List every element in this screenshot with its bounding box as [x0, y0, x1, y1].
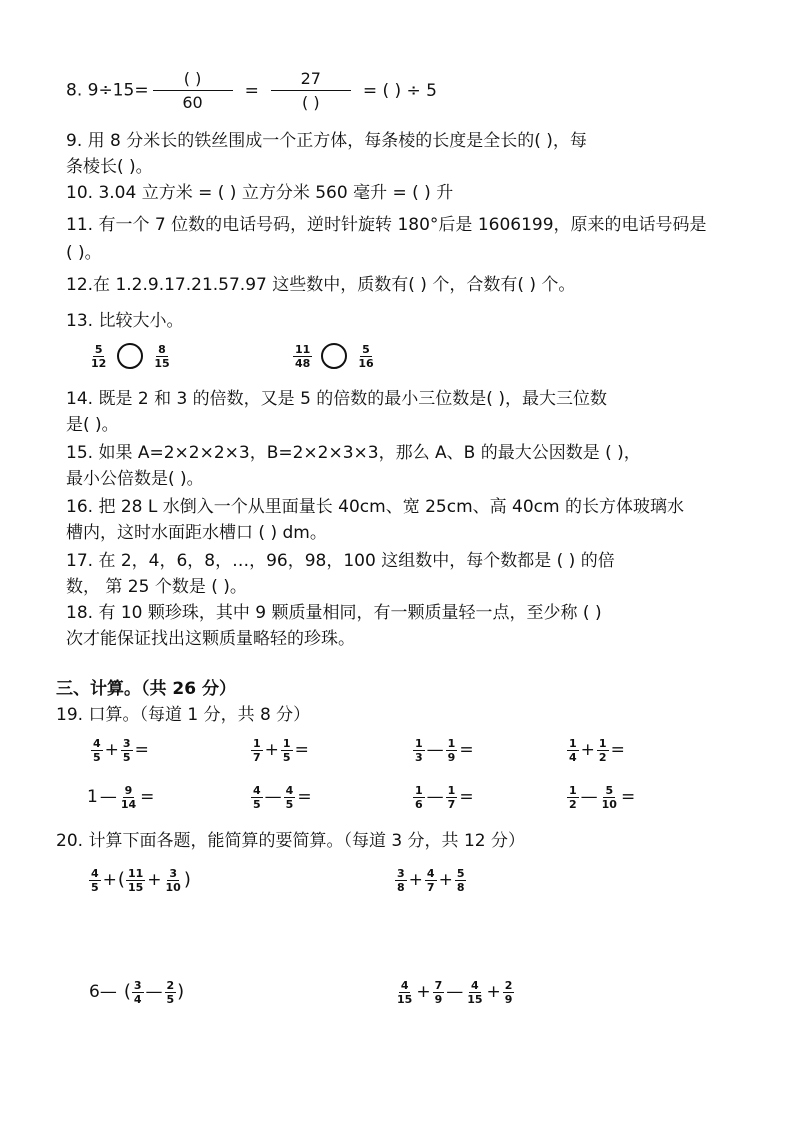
- numerator: 5: [456, 866, 465, 880]
- denominator: 12: [91, 356, 107, 370]
- fraction: [132, 980, 144, 1005]
- numerator: 1: [282, 736, 291, 750]
- q9-line-2: 条棱长( )。: [66, 157, 153, 177]
- denominator: 6: [415, 797, 423, 811]
- fraction: [600, 785, 619, 810]
- q12-line: 12.在 1.2.9.17.21.57.97 这些数中，质数有( ) 个，合数有( ) 个。: [66, 275, 576, 295]
- q13a-compare-circle[interactable]: [117, 343, 143, 369]
- operator: +: [104, 740, 119, 760]
- fraction: [281, 738, 293, 763]
- fraction: [425, 868, 437, 893]
- q11-line-1: 11. 有一个 7 位数的电话号码，逆时针旋转 180°后是 1606199，原来的电话号码是: [66, 215, 707, 235]
- q8-equals: =: [244, 80, 259, 101]
- fraction: [89, 868, 101, 893]
- parenthesis: (: [123, 981, 131, 1002]
- q19-item-5: [86, 780, 155, 814]
- fraction: [165, 980, 177, 1005]
- q11-line-2: ( )。: [66, 243, 102, 263]
- q19-item-4: [566, 733, 626, 767]
- fraction: [567, 738, 579, 763]
- q10-line: 10. 3.04 立方米 = ( ) 立方分米 560 毫升 = ( ) 升: [66, 183, 454, 203]
- q19-answer-slot-6[interactable]: =: [297, 787, 312, 807]
- numerator: 5: [362, 342, 370, 356]
- numerator: 4: [426, 866, 435, 880]
- fraction: [121, 738, 133, 763]
- operator: +: [580, 740, 595, 760]
- q15-line-1: 15. 如果 A=2×2×2×3，B=2×2×3×3，那么 A、B 的最大公因数是 ( )，: [66, 443, 641, 463]
- q13b-right-fraction: [356, 344, 375, 369]
- section-3-title: 三、计算。（共 26 分）: [56, 679, 236, 699]
- fraction: [413, 738, 425, 763]
- q18-line-1: 18. 有 10 颗珍珠，其中 9 颗质量相同，有一颗质量轻一点，至少称 ( ): [66, 603, 602, 623]
- denominator: 3: [415, 750, 423, 764]
- q8-lead: 8. 9÷15=: [66, 80, 149, 101]
- numerator: 2: [166, 978, 175, 992]
- numerator: 5: [94, 342, 103, 356]
- q19-item-2: [250, 733, 310, 767]
- operator: —: [446, 982, 464, 1002]
- q13-title: 13. 比较大小。: [66, 311, 184, 331]
- operator: —: [426, 787, 444, 807]
- denominator: 5: [91, 880, 99, 894]
- q19-answer-slot-5[interactable]: =: [140, 787, 155, 807]
- q19-answer-slot-2[interactable]: =: [294, 740, 309, 760]
- q8-fraction-1: [153, 70, 233, 111]
- denominator: 7: [447, 797, 456, 811]
- q8-f2-denominator-blank[interactable]: ( ): [302, 92, 320, 112]
- numerator: 11: [295, 342, 311, 356]
- denominator: 4: [569, 750, 577, 764]
- denominator: 5: [122, 750, 131, 764]
- numerator: 11: [127, 866, 144, 880]
- q19-answer-slot-8[interactable]: =: [620, 787, 636, 807]
- denominator: 8: [397, 880, 405, 894]
- numerator: 4: [471, 978, 479, 992]
- q9-line-1: 9. 用 8 分米长的铁丝围成一个正方体，每条棱的长度是全长的( )，每: [66, 131, 587, 151]
- q15-line-2: 最小公倍数是( )。: [66, 469, 204, 489]
- q20-expr-4: [394, 974, 515, 1010]
- q18-line-2: 次才能保证找出这颗质量略轻的珍珠。: [66, 629, 355, 649]
- fraction: [119, 785, 138, 810]
- numerator: 1: [253, 736, 261, 750]
- operator: —: [426, 740, 444, 760]
- q13a-right-fraction: [152, 344, 171, 369]
- denominator: 5: [253, 797, 261, 811]
- fraction: [503, 980, 515, 1005]
- q8-fraction-2: [271, 70, 351, 111]
- denominator: 2: [598, 750, 607, 764]
- q13-compare-b: [292, 338, 377, 374]
- fraction: [465, 980, 484, 1005]
- numerator: 1: [447, 783, 456, 797]
- q19-item-7: [412, 780, 475, 814]
- denominator: 7: [253, 750, 261, 764]
- q8-f1-numerator-blank[interactable]: ( ): [153, 70, 233, 91]
- numerator: 1: [569, 783, 577, 797]
- denominator: 9: [434, 992, 443, 1006]
- q8-f1-denominator: 60: [182, 92, 203, 112]
- q17-line-2: 数， 第 25 个数是 ( )。: [66, 577, 247, 597]
- q8-line: [66, 70, 437, 111]
- denominator: 15: [127, 880, 144, 894]
- operator: +: [147, 870, 162, 890]
- fraction: [395, 980, 414, 1005]
- q19-answer-slot-7[interactable]: =: [459, 787, 474, 807]
- parenthesis: (: [117, 869, 125, 890]
- fraction: [395, 868, 407, 893]
- fraction: [251, 785, 263, 810]
- denominator: 10: [601, 797, 617, 811]
- denominator: 4: [133, 992, 142, 1006]
- denominator: 5: [282, 750, 291, 764]
- q19-answer-slot-1[interactable]: =: [134, 740, 149, 760]
- denominator: 14: [120, 797, 137, 811]
- fraction: [455, 868, 467, 893]
- fraction: [91, 738, 103, 763]
- numerator: 4: [285, 783, 294, 797]
- numerator: 3: [397, 866, 405, 880]
- parenthesis: ): [177, 981, 185, 1002]
- operator: —: [145, 982, 163, 1002]
- denominator: 5: [285, 797, 294, 811]
- q16-line-1: 16. 把 28 L 水倒入一个从里面量长 40cm、宽 25cm、高 40cm 的长方体玻璃水: [66, 497, 684, 517]
- q20-expr-2: [394, 862, 467, 898]
- numerator: 3: [133, 978, 142, 992]
- q13-compare-a: [88, 338, 173, 374]
- numerator: 1: [569, 736, 577, 750]
- q19-answer-slot-4[interactable]: =: [610, 740, 625, 760]
- q8-tail: = ( ) ÷ 5: [362, 80, 437, 101]
- fraction: [433, 980, 445, 1005]
- numerator: 3: [169, 866, 177, 880]
- denominator: 15: [397, 992, 413, 1006]
- q14-line-1: 14. 既是 2 和 3 的倍数，又是 5 的倍数的最小三位数是( )，最大三位数: [66, 389, 607, 409]
- operator: —: [580, 787, 598, 807]
- q13b-left-fraction: [293, 344, 312, 369]
- denominator: 8: [456, 880, 465, 894]
- numerator: 9: [124, 783, 133, 797]
- numerator: 2: [504, 978, 513, 992]
- denominator: 2: [569, 797, 577, 811]
- numerator: 8: [158, 342, 166, 356]
- q16-line-2: 槽内，这时水面距水槽口 ( ) dm。: [66, 523, 327, 543]
- q20-title: 20. 计算下面各题，能简算的要简算。（每道 3 分，共 12 分）: [56, 831, 526, 851]
- q14-line-2: 是( )。: [66, 415, 119, 435]
- numerator: 5: [605, 783, 614, 797]
- fraction: [446, 785, 458, 810]
- fraction: [597, 738, 609, 763]
- q19-item-8: [566, 780, 636, 814]
- numerator: 4: [253, 783, 261, 797]
- operator: —: [264, 787, 282, 807]
- operator: +: [264, 740, 279, 760]
- q20-expr-1: [88, 862, 191, 898]
- operator: 6—: [89, 982, 117, 1002]
- fraction: [567, 785, 579, 810]
- numerator: 4: [400, 978, 409, 992]
- numerator: 1: [415, 736, 423, 750]
- numerator: 4: [93, 736, 101, 750]
- denominator: 15: [467, 992, 483, 1006]
- denominator: 5: [166, 992, 175, 1006]
- fraction: [413, 785, 425, 810]
- q20-expr-3: [88, 974, 184, 1010]
- denominator: 9: [447, 750, 456, 764]
- denominator: 5: [93, 750, 101, 764]
- parenthesis: ): [183, 869, 191, 890]
- q19-item-6: [250, 780, 313, 814]
- operator: +: [102, 870, 117, 890]
- denominator: 7: [426, 880, 435, 894]
- operator: +: [438, 870, 453, 890]
- operator: +: [486, 982, 501, 1002]
- q8-f2-numerator: 27: [271, 70, 351, 91]
- q19-item-3: [412, 733, 475, 767]
- q13b-compare-circle[interactable]: [321, 343, 347, 369]
- numerator: 4: [91, 866, 99, 880]
- numerator: 1: [598, 736, 607, 750]
- q19-title: 19. 口算。（每道 1 分，共 8 分）: [56, 705, 311, 725]
- operator: 1: [87, 787, 98, 807]
- numerator: 7: [434, 978, 443, 992]
- operator: —: [99, 787, 117, 807]
- q13a-left-fraction: [89, 344, 108, 369]
- fraction: [251, 738, 263, 763]
- q19-answer-slot-3[interactable]: =: [459, 740, 474, 760]
- q19-item-1: [90, 733, 150, 767]
- denominator: 10: [165, 880, 181, 894]
- q17-line-1: 17. 在 2，4，6，8，…，96，98，100 这组数中，每个数都是 ( ) 的倍: [66, 551, 615, 571]
- fraction: [164, 868, 183, 893]
- fraction: [446, 738, 458, 763]
- operator: +: [408, 870, 423, 890]
- operator: +: [416, 982, 431, 1002]
- fraction: [284, 785, 296, 810]
- denominator: 9: [504, 992, 513, 1006]
- denominator: 48: [295, 356, 311, 370]
- denominator: 15: [154, 356, 170, 370]
- numerator: 3: [122, 736, 131, 750]
- fraction: [126, 868, 145, 893]
- numerator: 1: [447, 736, 456, 750]
- denominator: 16: [358, 356, 374, 370]
- numerator: 1: [415, 783, 423, 797]
